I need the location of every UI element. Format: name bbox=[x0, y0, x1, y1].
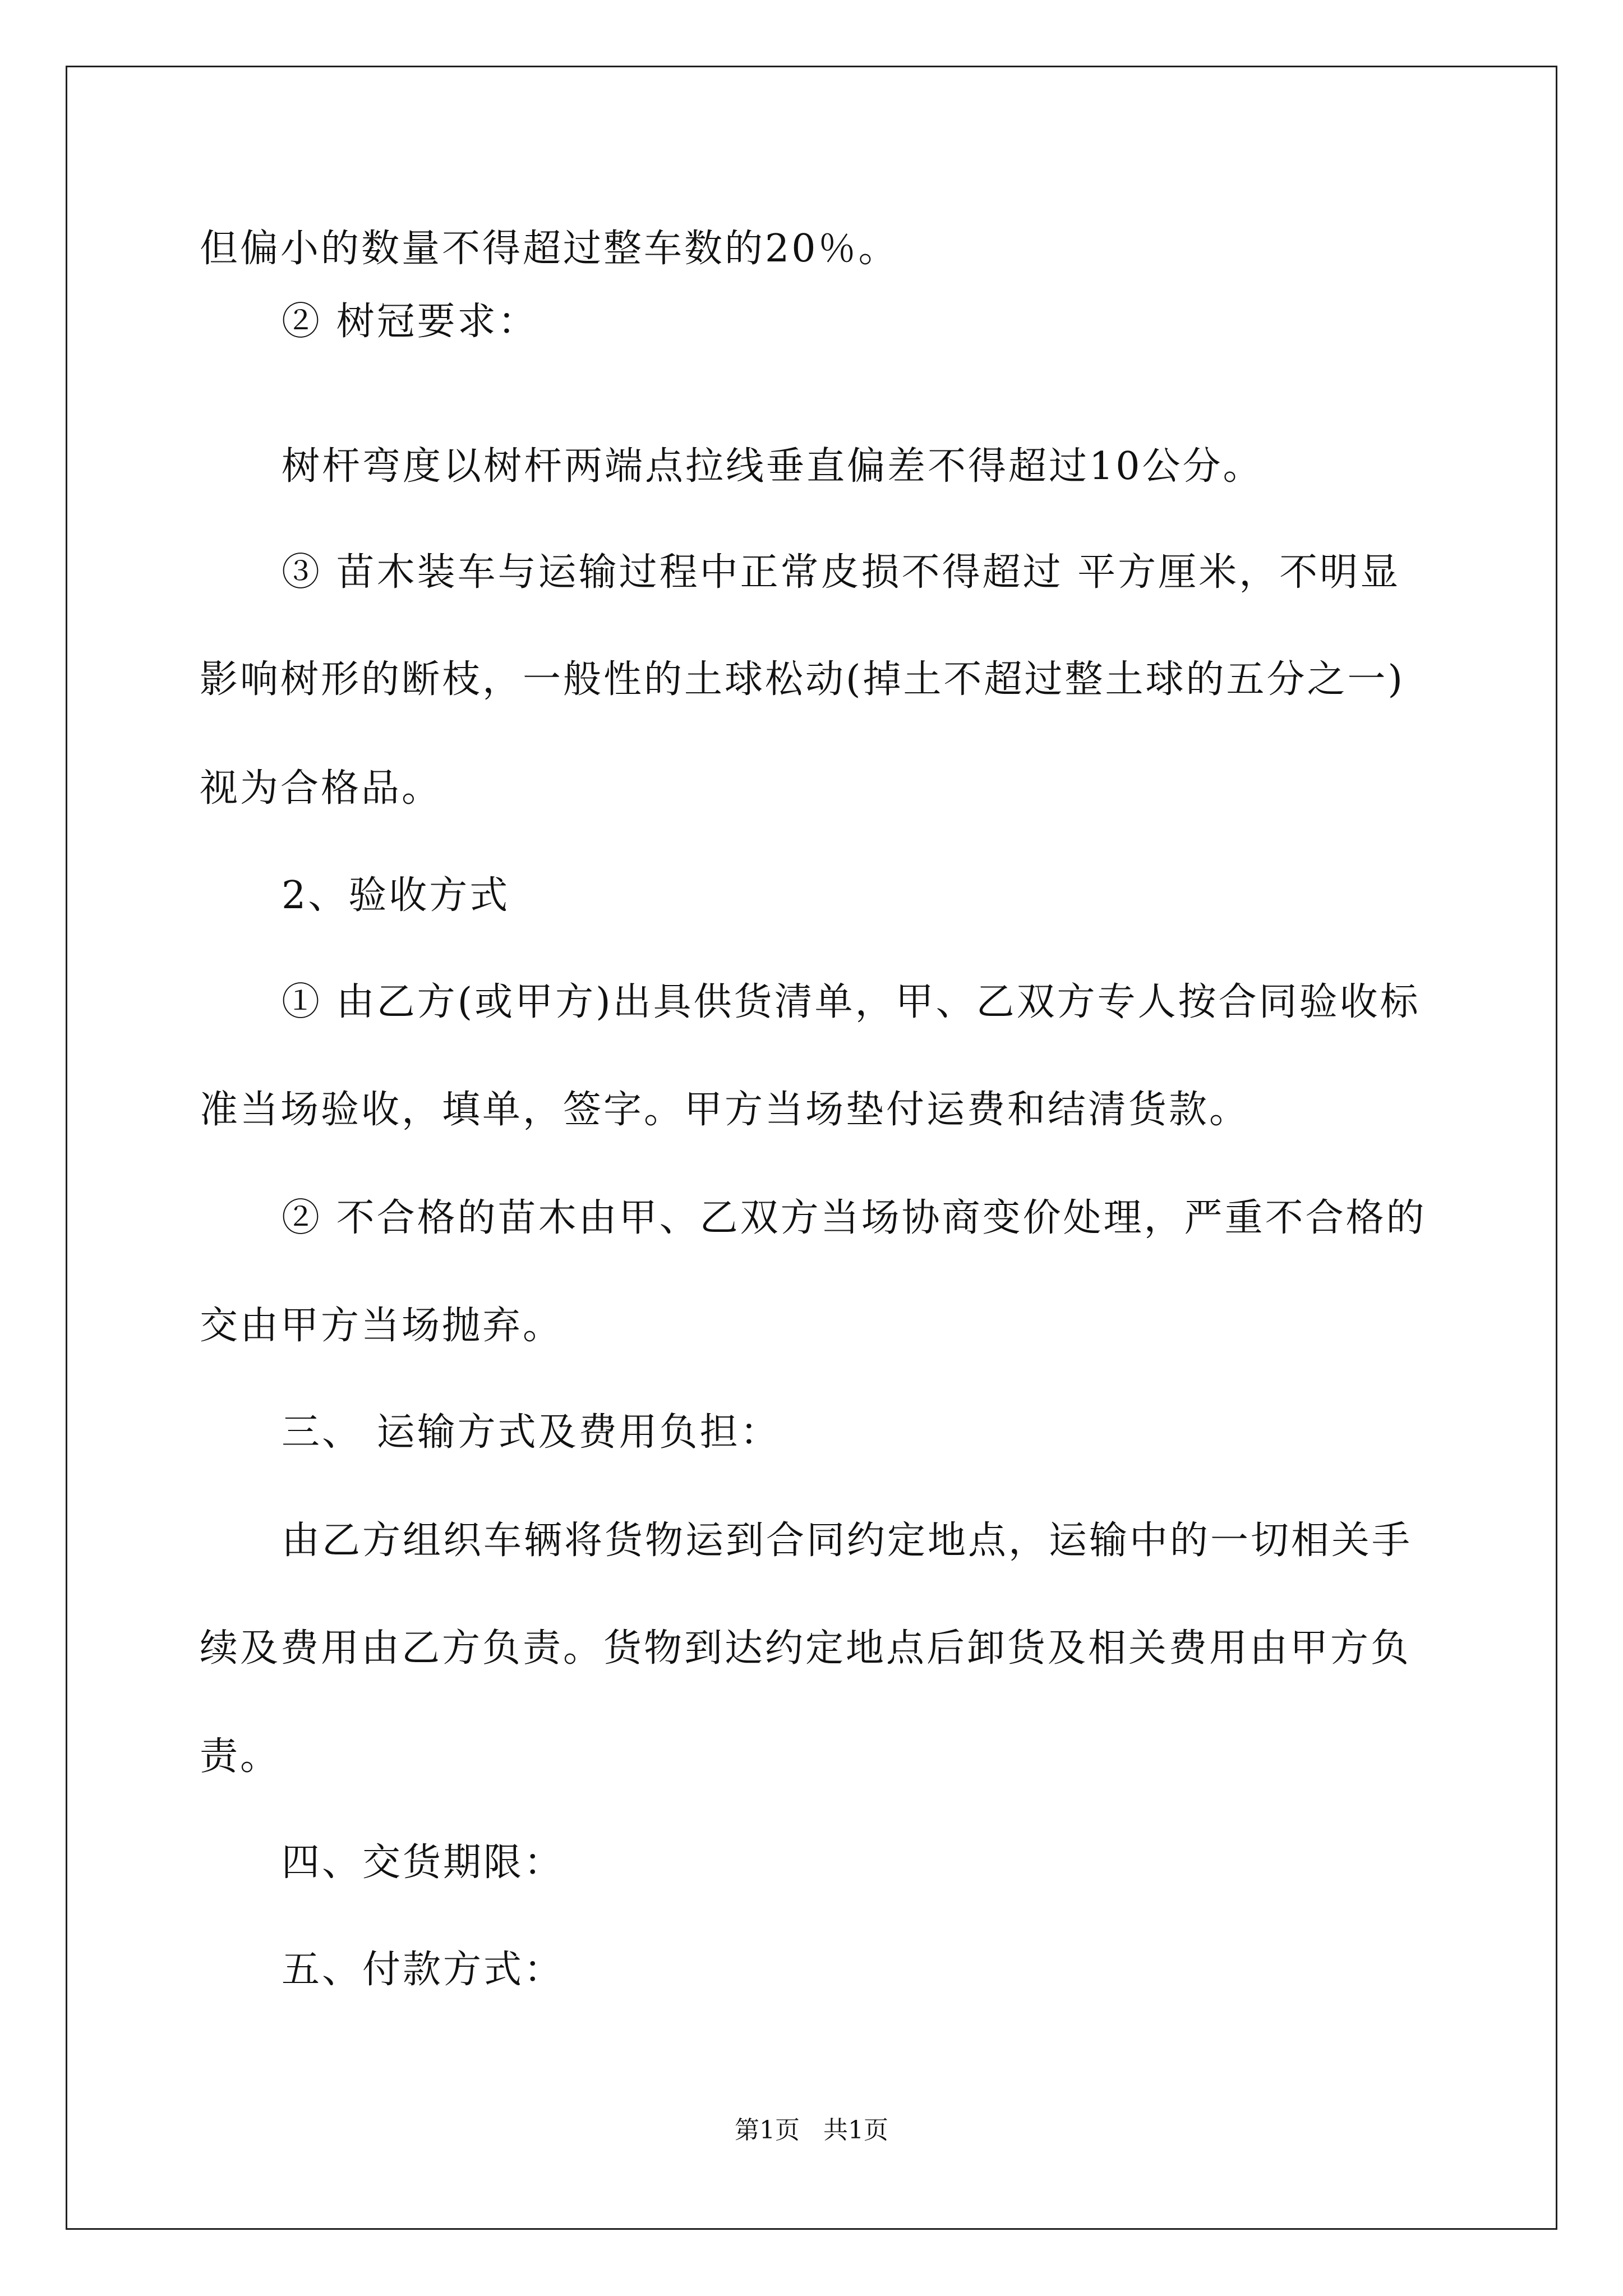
text-line: 但偏小的数量不得超过整车数的20％。 bbox=[200, 227, 899, 271]
text-line: 准当场验收，填单，签字。甲方当场垫付运费和结清货款。 bbox=[200, 1088, 1250, 1132]
text-line: 交由甲方当场抛弃。 bbox=[200, 1304, 564, 1348]
text-line: ③ 苗木装车与运输过程中正常皮损不得超过 平方厘米，不明显 bbox=[282, 550, 1401, 595]
text-line: 五、付款方式： bbox=[282, 1948, 565, 1992]
text-line: ① 由乙方(或甲方)出具供货清单，甲、乙双方专人按合同验收标 bbox=[282, 980, 1421, 1024]
page-border bbox=[66, 66, 1557, 2230]
text-line: 责。 bbox=[200, 1734, 281, 1779]
text-line: 影响树形的断枝，一般性的土球松动(掉土不超过整土球的五分之一) bbox=[200, 657, 1405, 702]
text-line: 三、 运输方式及费用负担： bbox=[282, 1410, 781, 1455]
text-line: 树杆弯度以树杆两端点拉线垂直偏差不得超过10公分。 bbox=[282, 444, 1264, 489]
text-line: ② 树冠要求： bbox=[282, 300, 538, 344]
text-line: ② 不合格的苗木由甲、乙双方当场协商变价处理，严重不合格的 bbox=[282, 1196, 1427, 1240]
text-line: 视为合格品。 bbox=[200, 766, 442, 811]
page-footer: 第1页 共1页 bbox=[735, 2116, 888, 2145]
text-line: 四、交货期限： bbox=[282, 1841, 565, 1885]
text-line: 2、验收方式 bbox=[282, 873, 510, 918]
text-line: 由乙方组织车辆将货物运到合同约定地点，运输中的一切相关手 bbox=[282, 1519, 1413, 1563]
text-line: 续及费用由乙方负责。货物到达约定地点后卸货及相关费用由甲方负 bbox=[200, 1626, 1412, 1671]
